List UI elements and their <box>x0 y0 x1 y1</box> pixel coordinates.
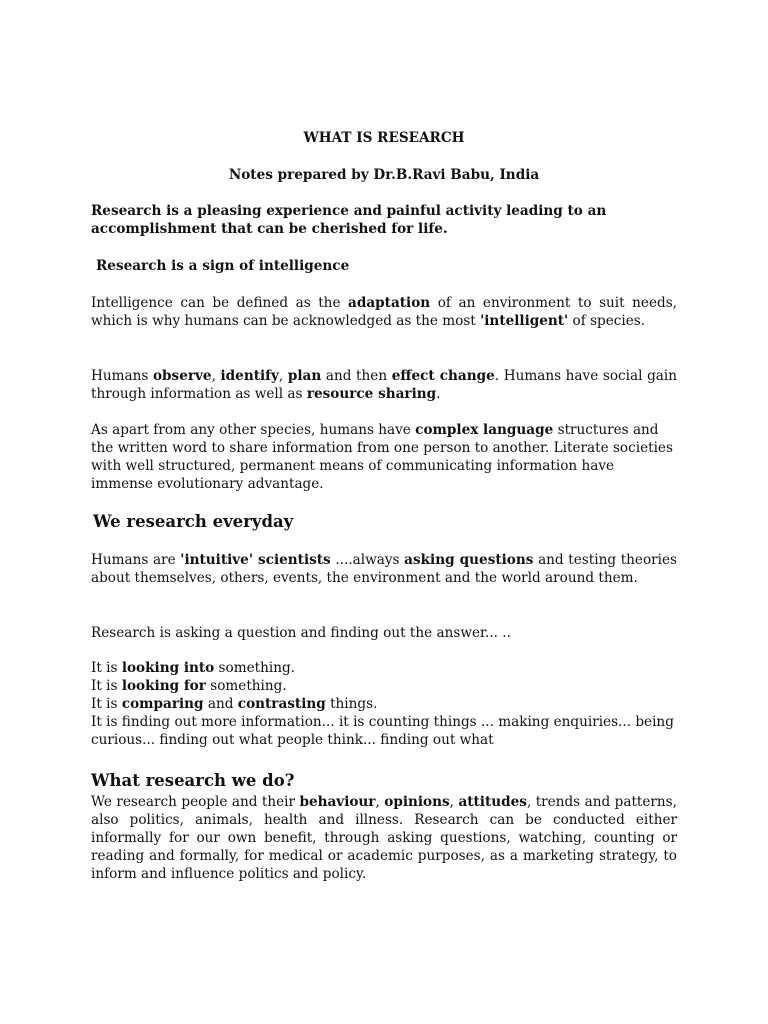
document-author: Notes prepared by Dr.B.Ravi Babu, India <box>228 167 540 183</box>
paragraph-intuitive: Humans are 'intuitive' scientists ....always asking questions and testing theories about themselves, others, events, the environment and the world around them. <box>91 552 678 586</box>
list-item: It is finding out more information... it is counting things ... making enquiries... being curious... finding out what people think... finding out what <box>91 714 674 748</box>
list-item: It is comparing and contrasting things. <box>91 696 378 712</box>
heading-we-research-everyday: We research everyday <box>93 512 294 531</box>
list-item: It is looking into something. <box>91 660 295 676</box>
heading-what-research-we-do: What research we do? <box>91 771 295 790</box>
intelligence-heading: Research is a sign of intelligence <box>96 258 350 274</box>
paragraph-asking: Research is asking a question and finding out the answer... .. <box>91 625 511 641</box>
intro-paragraph: Research is a pleasing experience and painful activity leading to an accomplishment that can be cherished for life. <box>91 203 607 237</box>
paragraph-humans: Humans observe, identify, plan and then effect change. Humans have social gain through information as well as resource sharing. <box>91 368 677 402</box>
paragraph-what-research: We research people and their behaviour, opinions, attitudes, trends and patterns, also politics, animals, health and illness. Research can be conducted either informally for our own benefit, through asking questions, watching, counting or reading and formally, for medical or academic purposes, as a marketing strategy, to inform and influence politics and policy. <box>91 794 677 882</box>
definition-list <box>91 659 677 749</box>
document-title: WHAT IS RESEARCH <box>303 130 465 146</box>
paragraph-intelligence: Intelligence can be defined as the adaptation of an environment to suit needs, which is why humans can be acknowledged as the most 'intelligent' of species. <box>91 295 678 329</box>
list-item: It is looking for something. <box>91 678 287 694</box>
paragraph-language: As apart from any other species, humans have complex language structures and the written word to share information from one person to another. Literate societies with well structured, permanent means of communicating information have immense evolutionary advantage. <box>91 422 673 492</box>
